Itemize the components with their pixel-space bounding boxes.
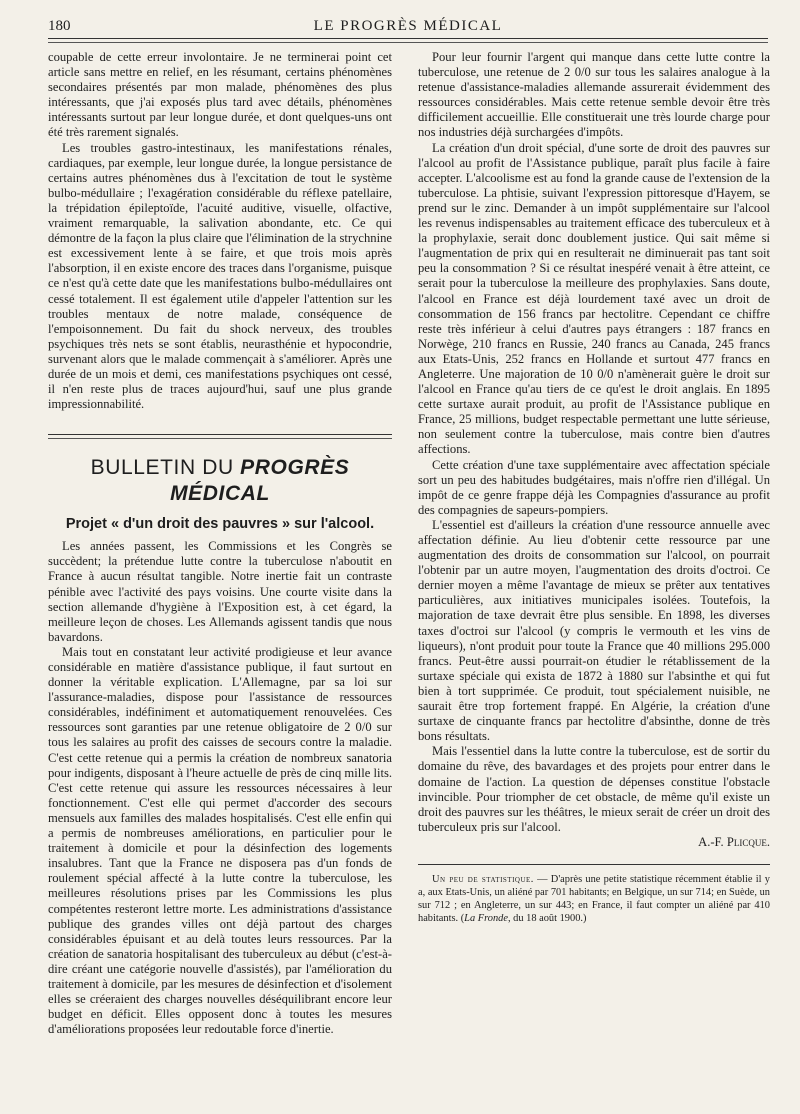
paragraph: Mais tout en constatant leur activité prodigieuse et leur avance considérable en matière d'assistance publique, il faut surtout en donner la véritable explication. L'Allemagne, par sa loi sur l'assurance-maladies, dispose pour l'assistance de ressources considérables, indéfiniment et automatiquement renouvelées. Ces ressources sont garanties par une retenue obligatoire de 2 0/0 sur tous les salaires au profit des caisses de secours contre la maladie. C'est cette retenue qui a permis la création de nombreux sanatoria pour indigents, disposant à l'heure actuelle de près de cinq mille lits. C'est cette retenue qui assure les ressources nécessaires à leur fonctionnement. C'est elle qui permet d'accorder des secours mensuels aux familles des malades hospitalisés. C'est elle enfin qui a permis de nombreuses améliorations, en particulier pour le traitement à domicile et pour la désinfection des logements insalubres. Tant que la France ne disposera pas d'un fonds de roulement spécial affecté à la lutte contre la tuberculose, les meilleures résolutions prises par les Commissions les plus compétentes resteront lettre morte. Les administrations d'assistance publique des grandes villes ont déjà partout des charges considérables épuisant et au delà toutes leurs ressources. Par la création de sanatoria hospitalisant des tuberculeux au début (c'est-à-dire créant une catégorie nouvelle d'assistés), par l'amélioration du traitement à domicile, par les mesures de désinfection et d'isolement elles se créeraient des charges nouvelles déséquilibrant encore leur budget en déficit. Elles opposent donc à toutes les mesures d'améliorations proposées leur redoutable force d'inertie. — [48, 644, 392, 1037]
article-subtitle: Projet « d'un droit des pauvres » sur l'alcool. — [65, 516, 375, 533]
right-column — [418, 50, 770, 925]
bulletin-title-italic: PROGRÈS MÉDICAL — [170, 456, 350, 506]
running-title: LE PROGRÈS MÉDICAL — [313, 18, 503, 34]
paragraph: Les troubles gastro-intestinaux, les manifestations rénales, cardiaques, par exemple, leur longue durée, la longue persistance de certains autres phénomènes dus à l'excitation de tout le système bulbo-médullaire ; l'exagération considérable du réflexe patellaire, la trépidation épileptoïde, l'acuité auditive, visuelle, olfactive, vraiment remarquable, la salivation abondante, etc. Ce qui démontre de la façon la plus claire que l'élimination de la strychnine est excessivement lente à se faire, et que trois mois après l'absorption, il en existe encore des traces dans l'organisme, puisque ce n'est qu'à cette date que les manifestations bulbo-médullaires ont cessé totalement. Il est également utile d'appeler l'attention sur les troubles mentaux de notre malade, conséquence de l'empoisonnement. Du fait du shock nerveux, des troubles psychiques très nets se sont établis, neurasthénie et hypocondrie, survenant alors que le malade commençait à s'améliorer. Après une durée de un mois et demi, ces manifestations psychiques ont cessé, il n'en reste plus de traces aujourd'hui, sauf une plus grande impressionnabilité. — [48, 140, 392, 412]
bulletin-title-plain: BULLETIN DU — [90, 456, 234, 480]
header-rule — [48, 38, 768, 39]
note-text: — D'après une petite statistique récemment établie il y a, aux Etats-Unis, un aliéné par 701 habitants; en Belgique, un sur 714; en Suède, un sur 712 ; en Angleterre, un sur 443; en France, il faut compter un aliéné par 410 habitants. ( — [418, 873, 770, 924]
paragraph: coupable de cette erreur involontaire. Je ne terminerai point cet article sans mettre en relief, en les résumant, certains phénomènes secondaires présentés par mon malade, phénomènes des plus intéressants, que j'ai exposés plus tard avec détails, phénomènes intéressants surtout par leur longue durée, et dont quelques-uns ont été très rarement signalés. — [48, 50, 392, 140]
page-header — [48, 12, 768, 38]
header-rule-thin — [48, 42, 768, 43]
statistics-note — [418, 873, 770, 925]
note-date: , du 18 août 1900.) — [507, 912, 587, 924]
paragraph: La création d'un droit spécial, d'une sorte de droit des pauvres sur l'alcool au profit de l'Assistance publique, paraît plus facile à faire accepter. L'alcoolisme est au fond la grande cause de l'extension de la tuberculose. La phtisie, suivant l'expression pittoresque d'Hayem, se prend sur le zinc. Demander à un impôt supplémentaire sur l'alcool les revenus indispensables au traitement efficace des tuberculeux et à la prophylaxie, serait donc doublement justice. Qui sait même si l'augmentation de prix qui en resulterait ne diminuerait pas tant soit peu la consommation ? Si ce résultat inespéré venait à être atteint, ce serait pour la tuberculose la meilleure des prophylaxies. Sans doute, l'alcool en France est déjà lourdement taxé avec un droit de consommation de 156 francs par hectolitre. Cependant ce chiffre reste très inférieur à celui d'autres pays étrangers : 187 francs en Norwège, 210 francs en Russie, 240 francs au Canada, 245 francs aux Etats-Unis, 252 francs en Hollande et surtout 477 francs en Angleterre. Une majoration de 10 0/0 n'amènerait guère le droit sur l'alcool en France qu'au tiers de ce qu'est le droit anglais. En 1895 cette surtaxe aurait produit, au profit de l'Assistance publique en France, 25 millions, budget respectable permettant une lutte sérieuse, non seulement contre la tuberculose, mais contre bien d'autres affections. — [418, 140, 770, 457]
paragraph: Pour leur fournir l'argent qui manque dans cette lutte contre la tuberculose, une retenue de 2 0/0 sur tous les salaires analogue à la retenue d'assistance-maladies allemande assurerait évidemment des ressources considérables. Mais cette retenue semble devoir être très difficilement accueillie. Elle constituerait une très lourde charge pour nos industries déjà surchargées d'impôts. — [418, 50, 770, 140]
paragraph: Mais l'essentiel dans la lutte contre la tuberculose, est de sortir du domaine du rêve, des bavardages et des projets pour entrer dans le domaine de l'action. La question de dépenses constitue l'obstacle invincible. Pour triompher de cet obstacle, de même qu'il existe un droit des pauvres sur les théâtres, le mieux serait de créer un droit des tuberculeux pris sur l'alcool. — [418, 744, 770, 834]
paragraph: L'essentiel est d'ailleurs la création d'une ressource annuelle avec affectation définie. Au lieu d'obtenir cette ressource par une augmentation des droits de consommation sur l'alcool, on pourrait l'obtenir par un autre moyen, l'augmentation des droits d'octroi. Ce dernier moyen a même l'avantage de mieux se prêter aux tentatives particulières, aux initiatives municipales isolées. Toutefois, la majoration de taxe devrait être plus sensible. En 1898, les diverses taxes d'octroi sur l'alcool (y compris le vermouth et les vins de liqueurs), n'ont produit pour toute la France que 40 millions 295.000 francs. Peut-être aussi pourrait-on étudier le rétablissement de la surtaxe spéciale qui exista de 1872 à 1880 sur l'absinthe et qui fut bien à tort supprimée. Ce produit, tout spécialement nuisible, ne saurait être trop fortement frappé. En Algérie, la création d'une surtaxe de cinquante francs par hectolitre d'absinthe, donne de très bons résultats. — [418, 517, 770, 744]
section-rule — [48, 434, 392, 435]
paragraph: Cette création d'une taxe supplémentaire avec affectation spéciale sort un peu des habitudes budgétaires, mais n'offre rien d'illégal. Un impôt de ce genre frappe déjà les Compagnies d'assurance au profit des compagnies de sapeurs-pompiers. — [418, 457, 770, 517]
bulletin-title — [48, 455, 392, 507]
page-number: 180 — [48, 18, 71, 34]
note-source: La Fronde — [464, 912, 508, 924]
note-lead: Un peu de statistique. — [432, 873, 534, 885]
note-rule — [418, 864, 770, 865]
paragraph: Les années passent, les Commissions et les Congrès se succèdent; la prétendue lutte contre la tuberculose n'aboutit en France à aucun résultat tangible. Notre inertie fait un contraste pénible avec l'activité des pays voisins. Une courte visite dans la section allemande d'hygiène à l'Exposition est, à cet égard, la meilleure leçon de choses. Les Allemands agissent tandis que nous bavardons. — [48, 539, 392, 644]
left-column — [48, 50, 392, 1037]
author-signature: A.-F. Plicque. — [698, 834, 770, 849]
section-rule-thin — [48, 438, 392, 439]
signature-line — [418, 835, 770, 850]
